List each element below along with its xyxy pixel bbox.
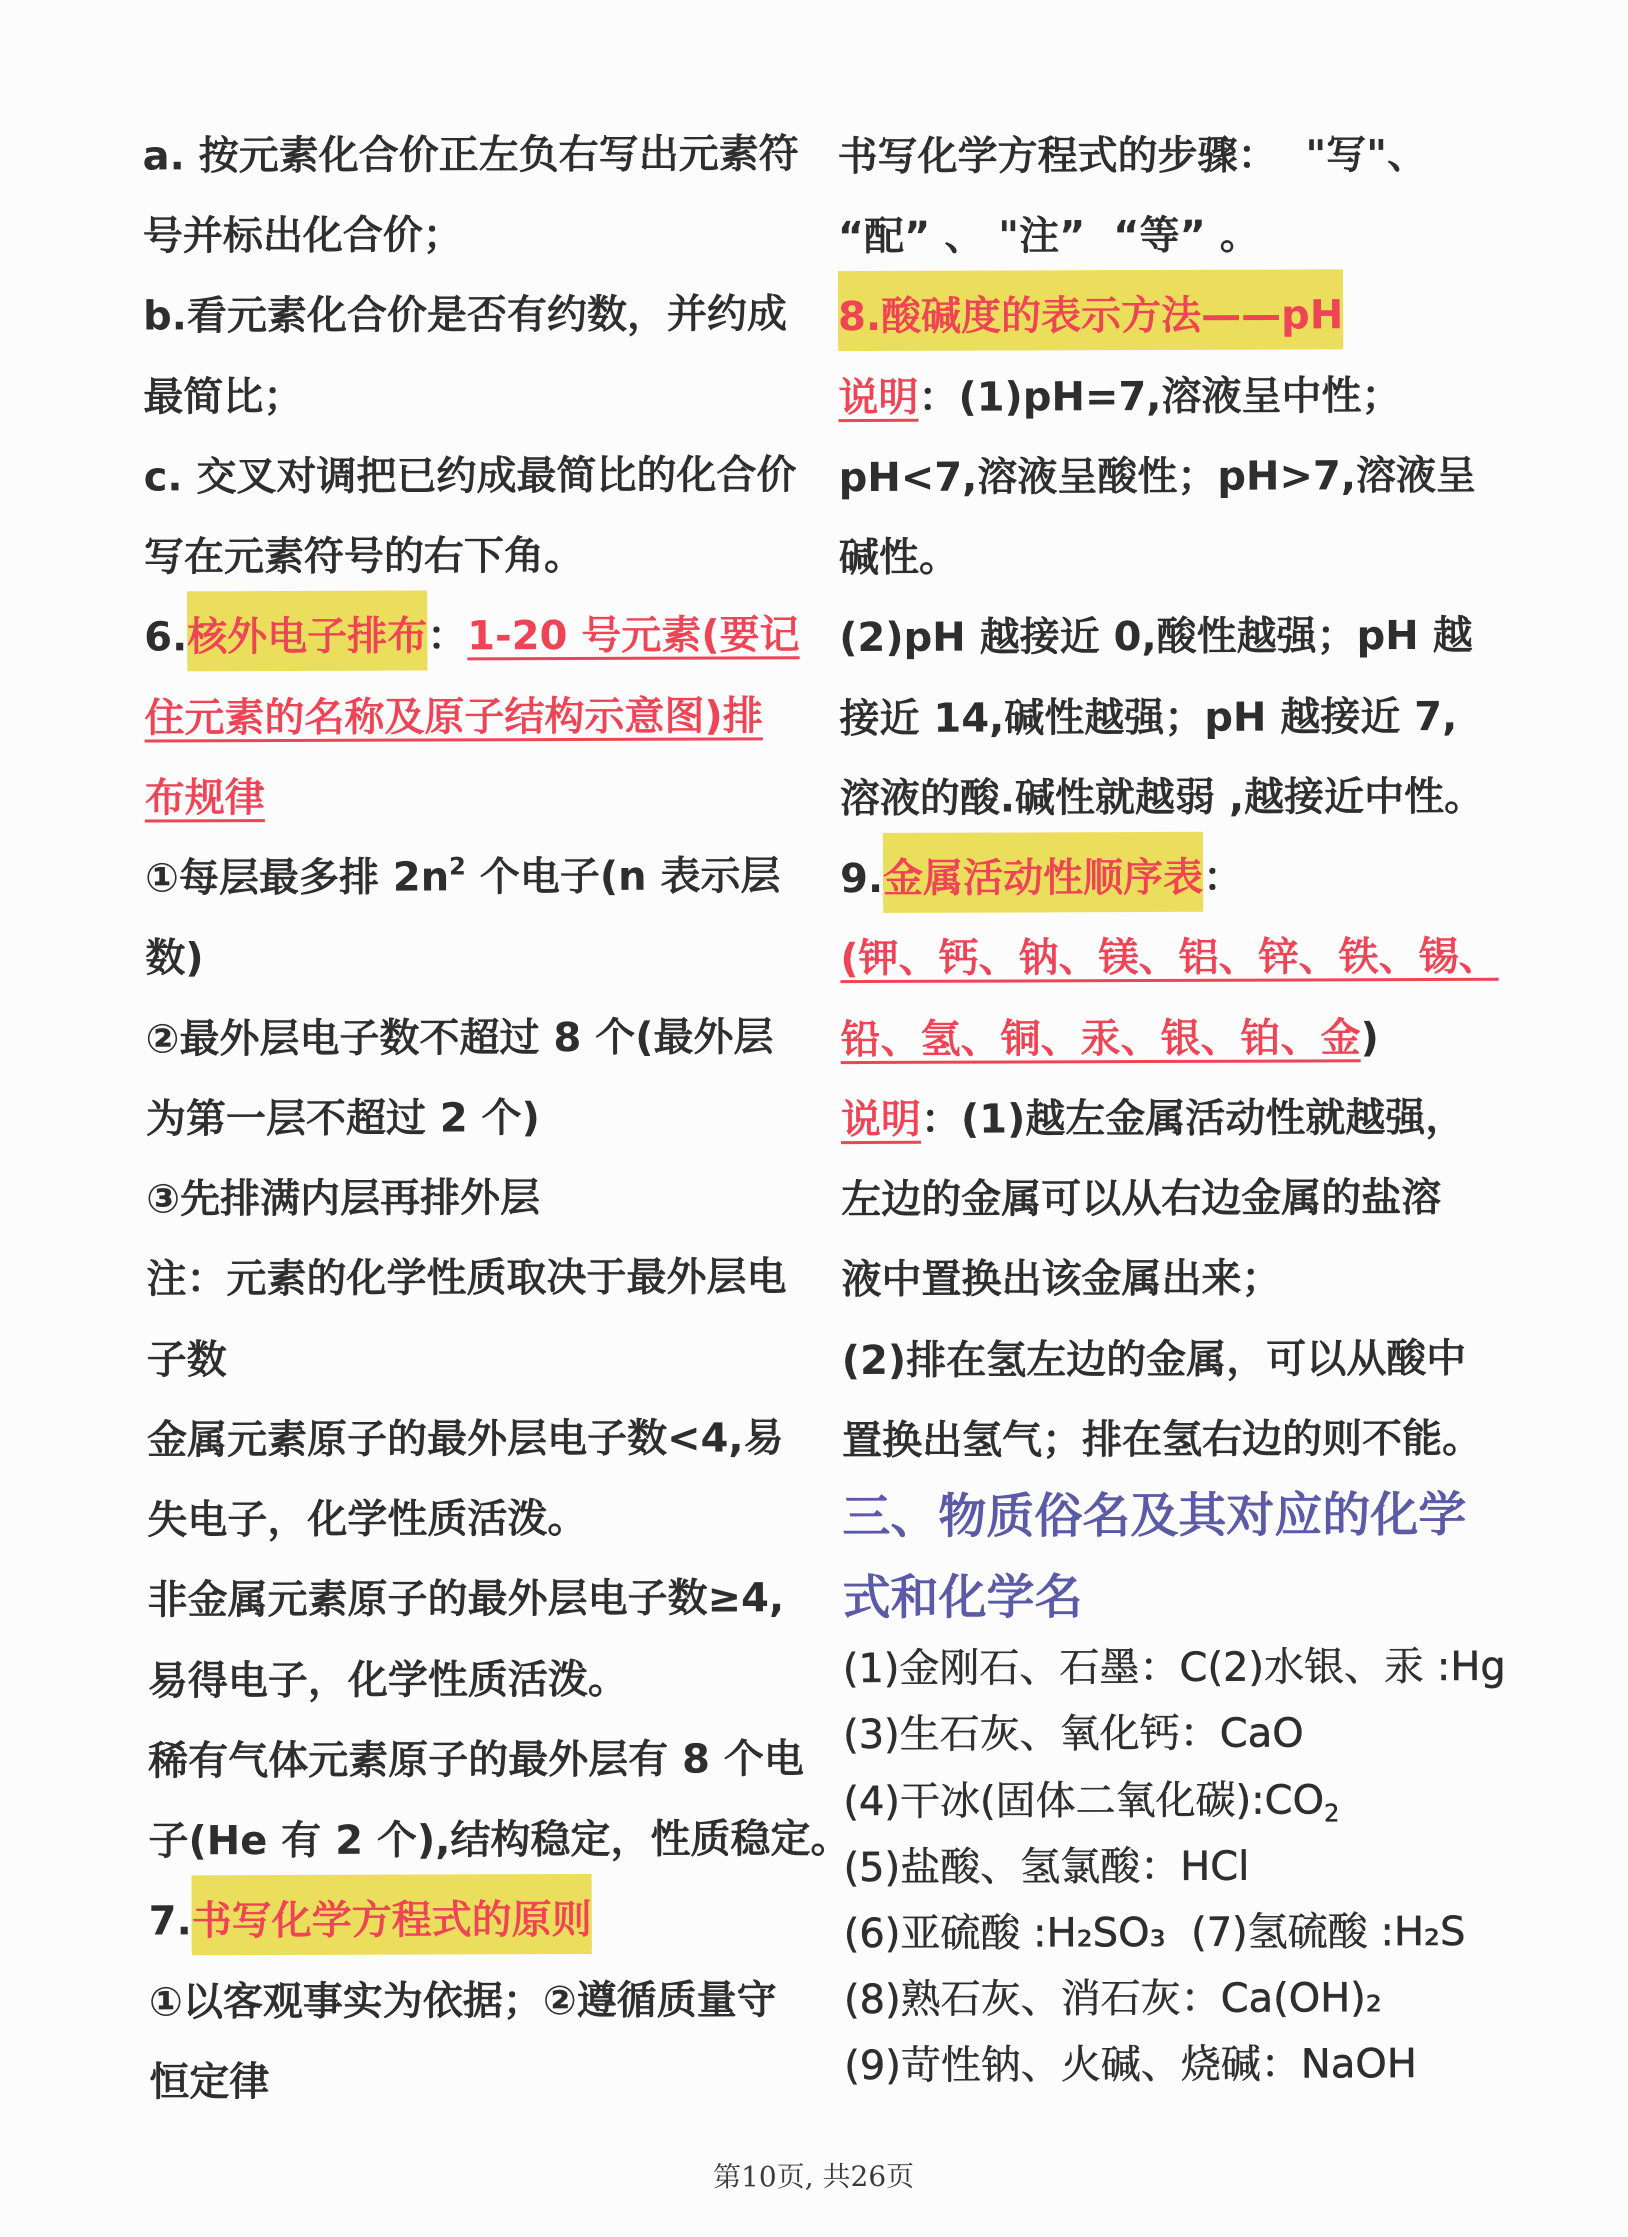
highlighted-title: 8.酸碱度的表示方法——pH	[838, 275, 1343, 351]
step-c-line-2	[144, 516, 584, 598]
section-number: 6.	[144, 614, 188, 661]
underlined-note: 布规律	[144, 775, 265, 822]
text-segment: ：(1)越左金属活动性就越强，	[920, 1094, 1466, 1143]
underlined-note: 铅、氢、铜、汞、银、铂、金	[840, 1015, 1361, 1064]
text-segment: 溶液的酸.碱性就越弱 ,越接近中性。	[839, 773, 1485, 823]
section-6-note-line-3	[145, 758, 265, 838]
text-segment: ③先排满内层再排外层	[146, 1175, 541, 1223]
rule-1-line-1	[145, 836, 781, 918]
text-segment: 号并标出化合价；	[142, 212, 463, 260]
section-title: 式和化学名	[842, 1569, 1083, 1627]
text-segment: 金属元素原子的最外层电子数<4,易	[146, 1415, 784, 1464]
text-segment: ①每层最多排 2n	[144, 854, 450, 902]
step-a-line-1	[142, 114, 798, 196]
ph-explanation-line-3	[839, 518, 959, 598]
text-segment: pH<7,溶液呈酸性；pH>7,溶液呈	[838, 452, 1477, 502]
step-b-line-1	[143, 274, 787, 356]
text-segment: 稀有气体元素原子的最外层有 8 个电	[148, 1736, 804, 1785]
text-segment: 恒定律	[149, 2059, 270, 2106]
text-segment: “配” 、 "注” “等” 。	[837, 212, 1260, 261]
explanation-label: 说明	[840, 1096, 921, 1144]
ph-explanation-line-6	[840, 757, 1485, 839]
ph-explanation-line-5	[839, 677, 1457, 759]
text-segment: a. 按元素化合价正左负右写出元素符	[142, 131, 799, 180]
section-7-line-1	[149, 1960, 777, 2042]
metal-line-1	[147, 1398, 784, 1480]
text-segment: (1)金刚石、石墨：C(2)水银、汞 :Hg	[842, 1643, 1506, 1693]
section-title: 三、物质俗名及其对应的化学	[842, 1486, 1467, 1546]
section-6-note-line-2	[144, 676, 763, 758]
substance-item-3	[843, 1700, 1304, 1768]
rule-3-line	[146, 1158, 540, 1239]
text-segment: 液中置换出该金属出来；	[841, 1255, 1282, 1304]
ph-explanation-line-1	[838, 356, 1401, 438]
rule-2-line-2	[146, 1078, 540, 1159]
ph-explanation-line-2	[839, 436, 1477, 518]
colon: ：	[1203, 854, 1244, 901]
section-number: 7.	[148, 1898, 192, 1945]
section-7-heading	[149, 1880, 592, 1962]
substance-item-9	[844, 2031, 1417, 2099]
activity-explanation-line-4	[842, 1319, 1467, 1401]
page-number-footer: 第10页, 共26页	[713, 2159, 915, 2194]
text-segment: (8)熟石灰、消石灰：Ca(OH)₂	[843, 1975, 1382, 2024]
rule-2-line-1	[145, 997, 773, 1079]
text-segment: 左边的金属可以从右边金属的盐溶	[841, 1174, 1442, 1224]
note-line-1	[146, 1237, 786, 1319]
text-segment: 子数	[146, 1337, 227, 1384]
metal-line-2	[147, 1479, 587, 1561]
metal-activity-series-line-1	[840, 917, 1499, 999]
underlined-note: 住元素的名称及原子结构示意图)排	[144, 693, 763, 742]
text-segment: (9)苛性钠、火碱、烧碱：NaOH	[844, 2041, 1417, 2090]
activity-explanation-line-1	[841, 1078, 1466, 1160]
section-9-heading	[840, 838, 1243, 919]
explanation-label: 说明	[838, 374, 919, 422]
highlighted-title: 书写化学方程式的原则	[192, 1880, 592, 1955]
substance-item-5	[843, 1834, 1249, 1901]
text-segment: 碱性。	[838, 534, 960, 582]
text-segment: 子(He 有 2 个),结构稳定，性质稳定。	[148, 1816, 851, 1865]
text-segment: (2)排在氢左边的金属，可以从酸中	[841, 1335, 1467, 1385]
underlined-note: 1-20 号元素(要记	[467, 612, 800, 660]
text-segment: 接近 14,碱性越强；pH 越接近 7,	[839, 693, 1458, 743]
equation-steps-line-1	[837, 115, 1427, 197]
nonmetal-line-1	[147, 1558, 784, 1640]
activity-explanation-line-3	[841, 1239, 1281, 1321]
ph-explanation-line-4	[839, 596, 1473, 678]
text-segment: b.看元素化合价是否有约数，并约成	[143, 291, 788, 340]
text-segment: (3)生石灰、氧化钙：CaO	[842, 1710, 1304, 1759]
section-three-title-line-1	[842, 1475, 1466, 1557]
text-segment: (6)亚硫酸 :H₂SO₃ (7)氢硫酸 :H₂S	[843, 1908, 1466, 1958]
substance-item-6-7	[844, 1899, 1466, 1967]
text-segment: 书写化学方程式的步骤： "写"、	[837, 132, 1428, 181]
substance-item-8	[844, 1965, 1382, 2033]
noble-gas-line-1	[148, 1719, 804, 1801]
text-segment: ①以客观事实为依据；②遵循质量守	[148, 1977, 777, 2026]
rule-1-line-2	[145, 918, 204, 998]
text-segment: 个电子(n 表示层	[465, 853, 781, 901]
text-segment: c. 交叉对调把已约成最简比的化合价	[143, 452, 797, 501]
subscript: 2	[1324, 1799, 1340, 1828]
text-segment: 最简比；	[143, 373, 304, 421]
text-segment: (2)pH 越接近 0,酸性越强；pH 越	[839, 612, 1473, 662]
highlighted-title: 金属活动性顺序表	[883, 838, 1203, 913]
text-segment: 数)	[145, 935, 204, 982]
text-segment: (5)盐酸、氢氯酸：HCl	[843, 1843, 1250, 1892]
text-segment: 写在元素符号的右下角。	[143, 532, 585, 581]
metal-activity-series-line-2	[840, 998, 1379, 1080]
substance-item-1	[843, 1634, 1506, 1702]
text-segment: ②最外层电子数不超过 8 个(最外层	[145, 1014, 774, 1063]
section-three-title-line-2	[842, 1557, 1082, 1638]
superscript: 2	[449, 852, 466, 881]
text-segment: 失电子，化学性质活泼。	[147, 1495, 588, 1544]
text-segment: 为第一层不超过 2 个)	[145, 1095, 540, 1143]
text-segment: ：(1)pH=7,溶液呈中性；	[918, 373, 1402, 421]
text-segment: 注：元素的化学性质取决于最外层电	[146, 1254, 787, 1303]
section-7-line-2	[149, 2042, 269, 2122]
colon: ：	[427, 613, 468, 660]
text-segment: 置换出氢气；排在氢右边的则不能。	[841, 1415, 1483, 1465]
section-number: 9.	[839, 855, 884, 903]
section-6-heading	[144, 595, 800, 677]
activity-explanation-line-5	[842, 1399, 1482, 1481]
text-segment: (4)干冰(固体二氧化碳):CO	[843, 1777, 1325, 1826]
step-c-line-1	[144, 435, 797, 517]
closing-paren: )	[1360, 1015, 1379, 1062]
highlighted-title: 核外电子排布	[187, 597, 427, 672]
text-segment: 易得电子，化学性质活泼。	[147, 1656, 628, 1705]
nonmetal-line-2	[148, 1640, 628, 1722]
step-a-line-2	[143, 195, 463, 276]
noble-gas-line-2	[148, 1799, 850, 1881]
note-line-2	[147, 1320, 227, 1400]
equation-steps-line-2	[838, 196, 1260, 277]
section-8-heading	[838, 275, 1343, 357]
substance-item-4	[843, 1767, 1339, 1835]
step-b-line-2	[143, 357, 303, 438]
text-segment: 非金属元素原子的最外层电子数≥4,	[147, 1575, 785, 1624]
activity-explanation-line-2	[841, 1158, 1441, 1240]
underlined-note: (钾、钙、钠、镁、铝、锌、铁、锡、	[840, 933, 1499, 983]
